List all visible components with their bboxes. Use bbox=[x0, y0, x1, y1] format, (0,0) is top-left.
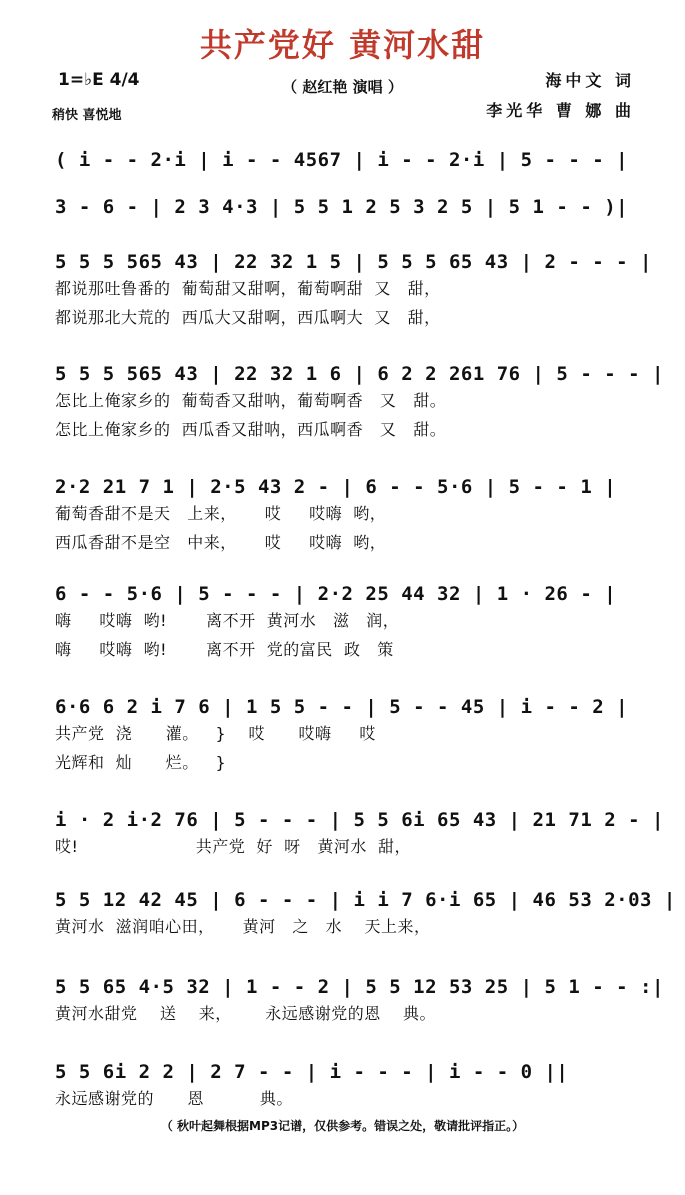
score-row bbox=[55, 1060, 635, 1113]
score-row bbox=[55, 888, 676, 941]
lyric-line: 光辉和 灿 烂。 } bbox=[55, 753, 227, 772]
notation-line: 2·2 21 7 1 | 2·5 43 2 - | 6 - - 5·6 | 5 - - 1 | bbox=[55, 476, 617, 498]
lyricist-credit: 海中文 词 bbox=[545, 71, 635, 90]
notation-line: 3 - 6 - | 2 3 4·3 | 5 5 1 2 5 3 2 5 | 5 1 - - )| bbox=[55, 196, 629, 218]
notation-line: 6·6 6 2 i 7 6 | 1 5 5 - - | 5 - - 45 | i - - 2 | bbox=[55, 696, 629, 718]
lyric-line: 永远感谢党的 恩 典。 bbox=[55, 1089, 293, 1108]
lyric-line: 黄河水 滋润咱心田， 黄河 之 水 天上来， bbox=[55, 917, 431, 936]
lyric-line: 怎比上俺家乡的 西瓜香又甜呐，西瓜啊香 又 甜。 bbox=[55, 420, 447, 439]
notation-line: 5 5 5 565 43 | 22 32 1 5 | 5 5 5 65 43 | 2 - - - | bbox=[55, 251, 652, 273]
lyric-line: 西瓜香甜不是空 中来， 哎 哎嗨 哟， bbox=[55, 533, 387, 552]
score-row bbox=[55, 695, 635, 777]
score-row bbox=[55, 582, 635, 664]
lyric-line: 黄河水甜党 送 来， 永远感谢党的恩 典。 bbox=[55, 1004, 437, 1023]
score-row bbox=[55, 808, 664, 861]
key-signature: 1=♭E 4/4 bbox=[58, 70, 140, 90]
lyric-line: 共产党 浇 灌。 } 哎 哎嗨 哎 bbox=[55, 724, 376, 743]
lyric-line: 哎! 共产党 好 呀 黄河水 甜， bbox=[55, 837, 411, 856]
score-row bbox=[55, 148, 635, 172]
notation-line: i · 2 i·2 76 | 5 - - - | 5 5 6i 65 43 | 21 71 2 - | bbox=[55, 809, 664, 831]
lyric-line: 都说那北大荒的 西瓜大又甜啊，西瓜啊大 又 甜， bbox=[55, 308, 441, 327]
lyric-line: 都说那吐鲁番的 葡萄甜又甜啊，葡萄啊甜 又 甜， bbox=[55, 279, 441, 298]
notation-line: 6 - - 5·6 | 5 - - - | 2·2 25 44 32 | 1 · 26 - | bbox=[55, 583, 617, 605]
lyric-line: 怎比上俺家乡的 葡萄香又甜呐，葡萄啊香 又 甜。 bbox=[55, 391, 447, 410]
score-row bbox=[55, 195, 635, 219]
notation-line: 5 5 5 565 43 | 22 32 1 6 | 6 2 2 261 76 | 5 - - - | bbox=[55, 363, 664, 385]
lyric-line: 葡萄香甜不是天 上来， 哎 哎嗨 哟， bbox=[55, 504, 387, 523]
score-row bbox=[55, 475, 635, 557]
singer-credit: （ 赵红艳 演唱 ） bbox=[282, 78, 403, 96]
notation-line: 5 5 12 42 45 | 6 - - - | i i 7 6·i 65 | 46 53 2·03 | bbox=[55, 889, 676, 911]
score-row bbox=[55, 250, 652, 332]
song-title: 共产党好 黄河水甜 bbox=[199, 26, 486, 64]
notation-line: 5 5 6i 2 2 | 2 7 - - | i - - - | i - - 0 || bbox=[55, 1061, 569, 1083]
tempo-marking: 稍快 喜悦地 bbox=[52, 108, 122, 123]
notation-line: 5 5 65 4·5 32 | 1 - - 2 | 5 5 12 53 25 | 5 1 - - :| bbox=[55, 976, 664, 998]
footer-note: （ 秋叶起舞根据MP3记谱，仅供参考。错误之处，敬请批评指正。） bbox=[160, 1119, 525, 1133]
lyric-line: 嗨 哎嗨 哟! 离不开 黄河水 滋 润， bbox=[55, 611, 400, 630]
lyric-line: 嗨 哎嗨 哟! 离不开 党的富民 政 策 bbox=[55, 640, 394, 659]
score-row bbox=[55, 362, 664, 444]
score-row bbox=[55, 975, 664, 1028]
composer-credit: 李光华 曹 娜 曲 bbox=[486, 101, 635, 120]
notation-line: ( i - - 2·i | i - - 4567 | i - - 2·i | 5 - - - | bbox=[55, 149, 629, 171]
